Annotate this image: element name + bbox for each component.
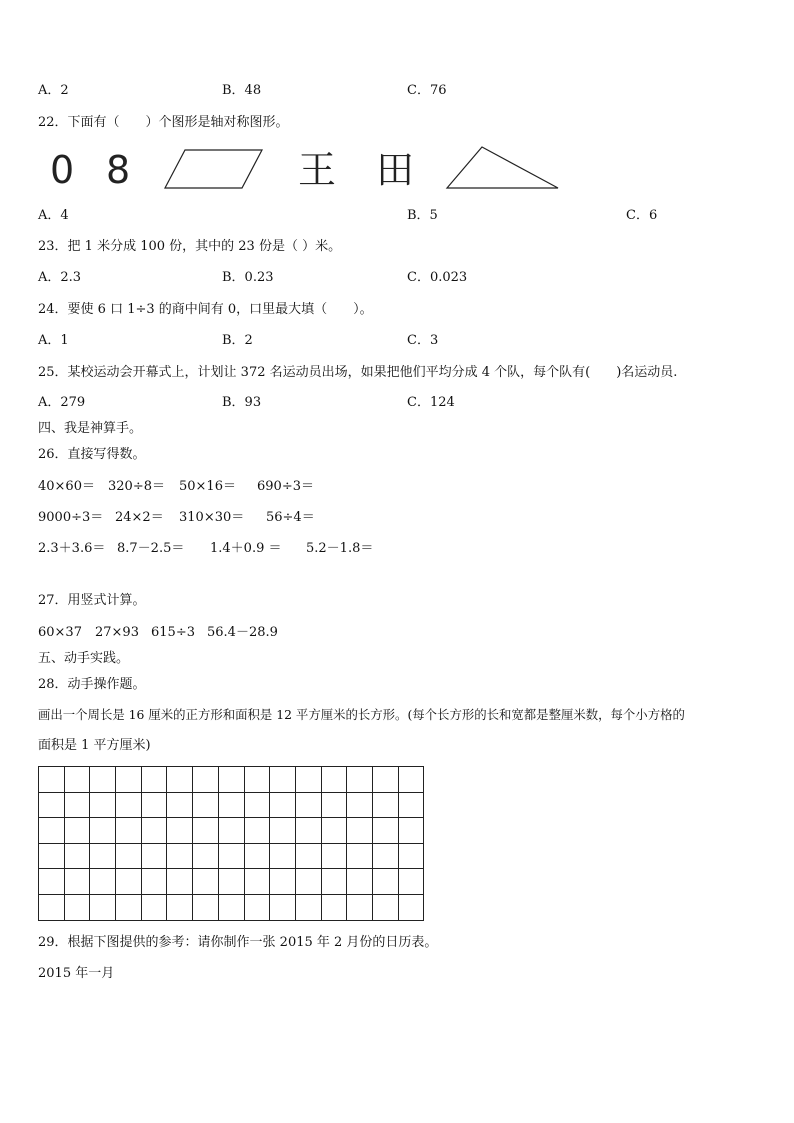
- grid-row: [39, 818, 424, 844]
- grid-cell: [167, 894, 193, 920]
- grid-cell: [270, 894, 296, 920]
- grid-cell: [90, 843, 116, 869]
- grid-cell: [244, 792, 270, 818]
- q26-question: 26．直接写得数。: [38, 447, 146, 462]
- grid-cell: [372, 792, 398, 818]
- q22-option-a: A．4: [38, 208, 69, 223]
- q26-item: 56÷4＝: [266, 510, 315, 525]
- q27-item: 56.4－28.9: [207, 625, 278, 640]
- q22-option-b: B．5: [407, 208, 438, 223]
- grid-cell: [347, 792, 373, 818]
- grid-cell: [64, 869, 90, 895]
- grid-row: [39, 869, 424, 895]
- grid-row: [39, 792, 424, 818]
- grid-cell: [193, 869, 219, 895]
- grid-cell: [167, 767, 193, 793]
- parallelogram-figure: [162, 148, 266, 192]
- grid-cell: [270, 767, 296, 793]
- grid-cell: [218, 818, 244, 844]
- grid-cell: [64, 843, 90, 869]
- grid-cell: [218, 894, 244, 920]
- grid-cell: [116, 792, 142, 818]
- drawing-grid: [38, 766, 424, 921]
- q26-item: 50×16＝: [179, 479, 236, 494]
- grid-cell: [295, 843, 321, 869]
- grid-row: [39, 767, 424, 793]
- q23-option-c: C．0.023: [407, 270, 468, 285]
- q21-option-b: B．48: [222, 83, 262, 98]
- q29-caption: 2015 年一月: [38, 966, 115, 981]
- q26-item: 24×2＝: [115, 510, 164, 525]
- q26-item: 690÷3＝: [257, 479, 314, 494]
- grid-cell: [167, 869, 193, 895]
- grid-cell: [167, 818, 193, 844]
- grid-cell: [244, 767, 270, 793]
- grid-cell: [295, 767, 321, 793]
- grid-cell: [141, 818, 167, 844]
- q26-item: 310×30＝: [179, 510, 245, 525]
- q27-item: 615÷3: [151, 625, 195, 640]
- q25-option-b: B．93: [222, 395, 262, 410]
- grid-cell: [372, 843, 398, 869]
- q26-item: 5.2－1.8＝: [306, 541, 374, 556]
- grid-cell: [141, 767, 167, 793]
- q22-option-c: C．6: [626, 208, 658, 223]
- grid-cell: [116, 818, 142, 844]
- grid-cell: [347, 767, 373, 793]
- q26-item: 9000÷3＝: [38, 510, 104, 525]
- grid-cell: [39, 843, 65, 869]
- grid-cell: [347, 843, 373, 869]
- grid-cell: [372, 869, 398, 895]
- section-4-heading: 四、我是神算手。: [38, 421, 143, 436]
- grid-cell: [372, 894, 398, 920]
- figure-digit-eight: 8: [106, 148, 131, 192]
- q27-item: 60×37: [38, 625, 82, 640]
- q25-option-a: A．279: [38, 395, 86, 410]
- grid-cell: [193, 818, 219, 844]
- grid-cell: [218, 767, 244, 793]
- figure-char-tian: 田: [376, 148, 415, 192]
- grid-cell: [167, 843, 193, 869]
- q21-option-a: A．2: [38, 83, 69, 98]
- grid-cell: [321, 767, 347, 793]
- grid-row: [39, 843, 424, 869]
- grid-cell: [372, 818, 398, 844]
- grid-cell: [193, 894, 219, 920]
- grid-cell: [90, 869, 116, 895]
- grid-cell: [270, 843, 296, 869]
- q21-option-c: C．76: [407, 83, 447, 98]
- grid-cell: [270, 818, 296, 844]
- figure-digit-zero: 0: [50, 148, 75, 192]
- q28-description-line1: 画出一个周长是 16 厘米的正方形和面积是 12 平方厘米的长方形。(每个长方形的长和宽都是整厘米数，每个小方格的: [38, 707, 685, 722]
- grid-cell: [218, 869, 244, 895]
- grid-cell: [116, 843, 142, 869]
- q24-question: 24．要使 6 口 1÷3 的商中间有 0，口里最大填（ ）。: [38, 302, 373, 317]
- grid-cell: [90, 792, 116, 818]
- q23-option-a: A．2.3: [38, 270, 82, 285]
- grid-cell: [321, 818, 347, 844]
- q24-option-a: A．1: [38, 333, 69, 348]
- grid-cell: [116, 767, 142, 793]
- grid-cell: [141, 869, 167, 895]
- grid-cell: [295, 869, 321, 895]
- grid-cell: [321, 792, 347, 818]
- grid-cell: [347, 869, 373, 895]
- grid-cell: [398, 767, 424, 793]
- q25-question: 25．某校运动会开幕式上，计划让 372 名运动员出场，如果把他们平均分成 4 个队，每个队有( )名运动员.: [38, 365, 678, 380]
- triangle-figure: [444, 144, 562, 192]
- q23-option-b: B．0.23: [222, 270, 274, 285]
- q28-description-line2: 面积是 1 平方厘米): [38, 738, 151, 753]
- grid-cell: [218, 843, 244, 869]
- grid-cell: [270, 792, 296, 818]
- figure-char-wang: 王: [298, 148, 337, 192]
- q28-question: 28．动手操作题。: [38, 677, 146, 692]
- grid-cell: [39, 818, 65, 844]
- q25-option-c: C．124: [407, 395, 455, 410]
- q24-option-c: C．3: [407, 333, 439, 348]
- grid-cell: [321, 869, 347, 895]
- q26-item: 320÷8＝: [108, 479, 165, 494]
- grid-cell: [116, 869, 142, 895]
- q24-option-b: B．2: [222, 333, 253, 348]
- grid-cell: [193, 792, 219, 818]
- grid-cell: [64, 818, 90, 844]
- grid-cell: [193, 767, 219, 793]
- q26-item: 40×60＝: [38, 479, 95, 494]
- grid-cell: [244, 818, 270, 844]
- q23-question: 23．把 1 米分成 100 份，其中的 23 份是（ ）米。: [38, 239, 342, 254]
- section-5-heading: 五、动手实践。: [38, 651, 130, 666]
- grid-cell: [39, 767, 65, 793]
- grid-cell: [398, 792, 424, 818]
- grid-cell: [398, 869, 424, 895]
- grid-cell: [116, 894, 142, 920]
- grid-cell: [398, 843, 424, 869]
- grid-cell: [244, 869, 270, 895]
- grid-cell: [64, 894, 90, 920]
- grid-cell: [141, 843, 167, 869]
- grid-cell: [372, 767, 398, 793]
- q27-question: 27．用竖式计算。: [38, 593, 146, 608]
- grid-cell: [244, 843, 270, 869]
- grid-cell: [347, 818, 373, 844]
- grid-cell: [167, 792, 193, 818]
- q27-item: 27×93: [95, 625, 139, 640]
- grid-cell: [64, 792, 90, 818]
- grid-cell: [39, 792, 65, 818]
- grid-cell: [39, 869, 65, 895]
- grid-cell: [90, 818, 116, 844]
- grid-cell: [141, 792, 167, 818]
- q26-item: 8.7－2.5＝: [117, 541, 185, 556]
- grid-cell: [321, 894, 347, 920]
- grid-cell: [193, 843, 219, 869]
- grid-cell: [347, 894, 373, 920]
- grid-row: [39, 894, 424, 920]
- q26-item: 2.3＋3.6＝: [38, 541, 106, 556]
- grid-cell: [218, 792, 244, 818]
- grid-cell: [321, 843, 347, 869]
- q22-question: 22．下面有（ ）个图形是轴对称图形。: [38, 115, 289, 130]
- grid-cell: [295, 894, 321, 920]
- grid-cell: [270, 869, 296, 895]
- grid-cell: [141, 894, 167, 920]
- q29-question: 29．根据下图提供的参考：请你制作一张 2015 年 2 月份的日历表。: [38, 935, 438, 950]
- grid-cell: [398, 894, 424, 920]
- q26-item: 1.4＋0.9 ＝: [210, 541, 282, 556]
- grid-cell: [295, 818, 321, 844]
- grid-cell: [295, 792, 321, 818]
- grid-cell: [398, 818, 424, 844]
- grid-cell: [39, 894, 65, 920]
- grid-cell: [64, 767, 90, 793]
- grid-cell: [244, 894, 270, 920]
- grid-cell: [90, 767, 116, 793]
- grid-cell: [90, 894, 116, 920]
